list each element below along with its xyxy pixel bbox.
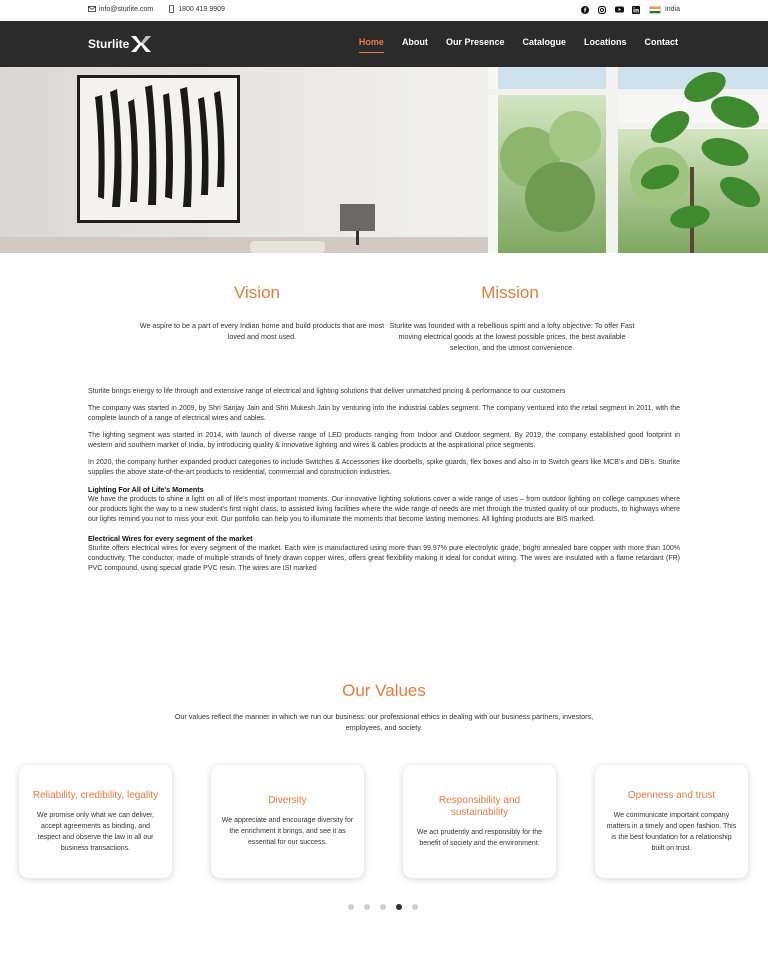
values-subtitle: Our values reflect the manner in which we run our business: our professional ethics in dealing with our business partners, investors, employees, and society. xyxy=(174,712,594,732)
phone-text: 1800 419 9909 xyxy=(178,5,225,13)
brand-logo[interactable] xyxy=(88,34,152,54)
lighting-heading: Lighting For All of Life's Moments xyxy=(88,485,204,494)
india-flag-icon xyxy=(649,6,661,14)
about-paragraph: In 2020, the company further expanded product categories to include Switches & Accessories like doorbells, spike guards, flex boxes and also in to Switch gears like MCB's and DB's. Sturlite supplies the above state-of-the-art products to residential, commercial and construction industries. xyxy=(88,459,680,476)
top-contact-bar xyxy=(0,0,768,21)
wires-heading: Electrical Wires for every segment of the market xyxy=(88,534,253,543)
nav-home[interactable]: Home xyxy=(359,37,384,51)
carousel-dot-1[interactable] xyxy=(348,904,354,910)
value-card-text: We act prudently and responsibly for the benefit of society and the environment. xyxy=(416,828,543,847)
instagram-icon[interactable] xyxy=(598,5,607,14)
lighting-paragraph: We have the products to shine a light on all of life's most important moments. Our innovative lighting solutions cover a wide range of uses – from outdoor lighting on college campuses where our products light the way to a new student's first night class, to assisted living facilities where the wide range of needs are met through the trusted quality of our products, to highways where our lights remind you not to miss your exit. Our portfolio can help you to illuminate the moments that become lasting memories. All lighting products are BIS marked. xyxy=(88,496,680,523)
nav-menu xyxy=(341,37,678,51)
mail-icon xyxy=(88,5,96,13)
vision-text: We aspire to be a part of every Indian home and build products that are most loved and most used. xyxy=(139,321,385,341)
email-text: info@sturlite.com xyxy=(99,5,154,13)
value-card-openness xyxy=(595,765,748,878)
value-card-title: Openness and trust xyxy=(627,789,716,801)
wires-paragraph: Sturlite offers electrical wires for every segment of the market. Each wire is manufactured using more than 99.97% pure electrolytic grade, bright annealed bare copper with more than 100% conductivity. The conductor, made of multiple strands of finely drawn copper wires, offers great flexibility making it ideal for conduit wiring. The wires are insulated with a flame retardant (FR) PVC compound, using special grade PVC resin. The wires are ISI marked xyxy=(88,545,680,572)
nav-contact[interactable]: Contact xyxy=(644,37,678,47)
value-card-text: We appreciate and encourage diversity for the enrichment it brings, and see it as essential for our success. xyxy=(221,817,354,846)
phone-icon xyxy=(167,5,175,13)
about-paragraph: Sturlite brings energy to life through and extensive range of electrical and lighting solutions that deliver unmatched pricing & performance to our customers xyxy=(88,388,566,395)
hero-banner-image xyxy=(0,67,768,253)
vision-title: Vision xyxy=(234,283,280,302)
carousel-pagination xyxy=(348,904,428,910)
value-card-responsibility xyxy=(403,765,556,878)
social-links xyxy=(573,5,680,14)
nav-about[interactable]: About xyxy=(401,37,428,47)
facebook-icon[interactable] xyxy=(581,5,590,14)
carousel-dot-2[interactable] xyxy=(364,904,370,910)
value-card-title: Responsibility and sustainability xyxy=(438,794,521,818)
carousel-dot-4[interactable] xyxy=(396,904,402,910)
about-paragraph: The company was started in 2009, by Shri Sanjay Jain and Shri Mukesh Jain by venturing into the industrial cables segment. The company ventured into the retail segment in 2011, with the complete launch of a range of electrical wires and cables. xyxy=(88,405,680,422)
value-card-title: Diversity xyxy=(268,795,307,806)
about-content xyxy=(88,387,680,581)
nav-locations[interactable]: Locations xyxy=(583,37,627,47)
value-card-text: We communicate important company matters in a timely and open fashion. This is the best foundation for a relationship built on trust. xyxy=(606,811,737,852)
contact-info xyxy=(88,5,239,13)
youtube-icon[interactable] xyxy=(615,5,624,14)
carousel-dot-3[interactable] xyxy=(380,904,386,910)
email-link[interactable] xyxy=(88,5,153,13)
main-navbar xyxy=(0,21,768,67)
brand-x-mark-icon xyxy=(130,35,152,53)
value-card-title: Reliability, credibility, legality xyxy=(32,789,159,801)
value-card-text: We promise only what we can deliver, accept agreements as binding, and respect and observe the law in all our business transactions. xyxy=(37,811,154,852)
nav-catalogue[interactable]: Catalogue xyxy=(522,37,566,47)
nav-our-presence[interactable]: Our Presence xyxy=(445,37,505,47)
value-card-diversity xyxy=(211,765,364,878)
values-title: Our Values xyxy=(342,681,426,700)
value-card-reliability xyxy=(19,765,172,878)
mission-text: Sturlite was founded with a rebellious spirit and a lofty objective: To offer Fast moving electrical goods at the lowest possible prices, the best available selection, and the utmost convenience. xyxy=(389,321,635,352)
country-selector[interactable]: India xyxy=(664,6,680,13)
carousel-dot-5[interactable] xyxy=(412,904,418,910)
about-paragraph: The lighting segment was started in 2014, with launch of diverse range of LED products ranging from Indoor and Outdoor segment. By 2019, the company established good footprint in western and southern market of India, by introducing quality & innovative lighting and wires & cables products at the aspirational price segments. xyxy=(88,432,680,449)
brand-name: Sturlite xyxy=(88,37,130,51)
linkedin-icon[interactable] xyxy=(632,5,641,14)
mission-title: Mission xyxy=(481,283,539,302)
phone-link[interactable] xyxy=(167,5,225,13)
